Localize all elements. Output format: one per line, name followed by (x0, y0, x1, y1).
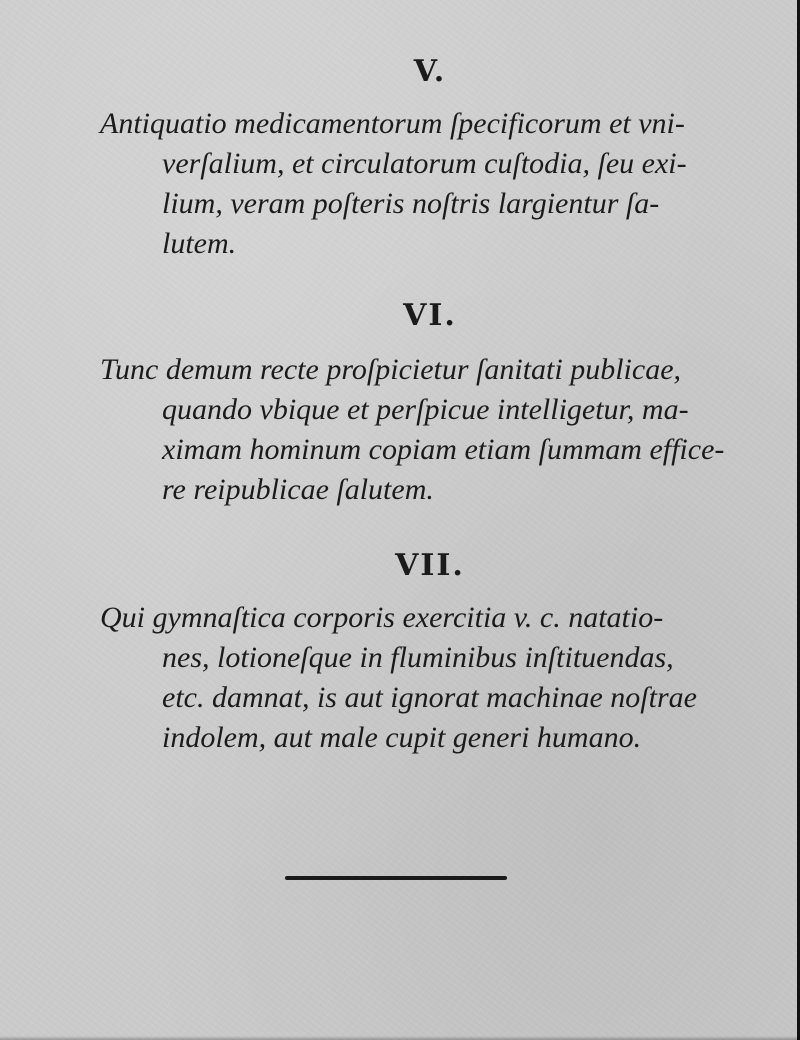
section-heading-v: V. (413, 54, 447, 89)
thesis-line: indolem, aut male cupit generi humano. (162, 721, 642, 754)
thesis-line: quando vbique et perſpicue intelligetur, ma- (162, 393, 689, 426)
thesis-line: Tunc demum recte proſpicietur ſanitati publicae, (100, 353, 682, 386)
closing-rule (285, 876, 507, 880)
thesis-line: Antiquatio medicamentorum ſpecificorum et vni- (100, 107, 685, 140)
section-heading-vi: VI. (403, 298, 457, 333)
section-heading-vii: VII. (395, 548, 465, 583)
thesis-vi (100, 350, 760, 510)
thesis-vii (100, 598, 760, 758)
thesis-v (100, 104, 760, 264)
thesis-line: nes, lotioneſque in fluminibus inſtituendas, (162, 641, 674, 674)
thesis-line: lutem. (162, 227, 237, 260)
thesis-line: Qui gymnaſtica corporis exercitia v. c. natatio- (100, 601, 664, 634)
thesis-line: verſalium, et circulatorum cuſtodia, ſeu exi- (162, 147, 687, 180)
thesis-line: ximam hominum copiam etiam ſummam effice- (162, 433, 725, 466)
thesis-line: etc. damnat, is aut ignorat machinae noſtrae (162, 681, 697, 714)
thesis-line: re reipublicae ſalutem. (162, 473, 434, 506)
thesis-line: lium, veram poſteris noſtris largientur ſa- (162, 187, 660, 220)
page-shadow (0, 1036, 800, 1040)
